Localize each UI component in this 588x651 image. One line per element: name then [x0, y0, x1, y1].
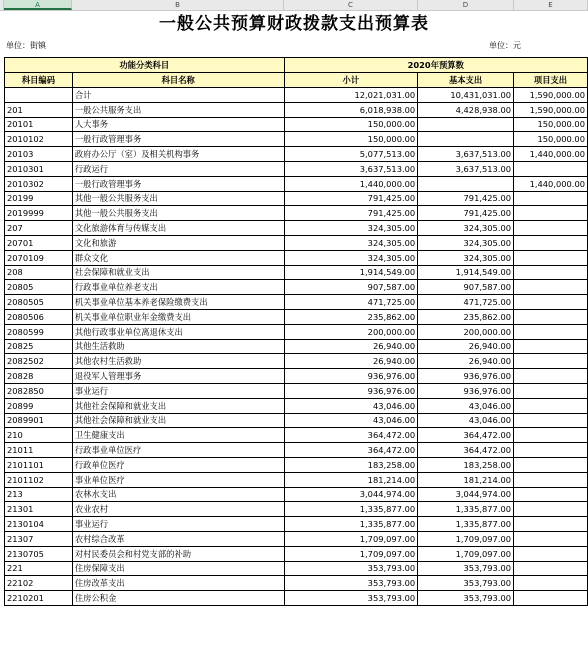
table-row: [5, 206, 588, 221]
table-row: [5, 280, 588, 295]
project-cell[interactable]: [514, 472, 588, 487]
project-cell[interactable]: 150,000.00: [514, 132, 588, 147]
code-cell[interactable]: 2210201: [5, 591, 73, 606]
name-cell[interactable]: 事业运行: [72, 517, 284, 532]
header-row-columns: [5, 73, 588, 88]
subtotal-cell[interactable]: 1,709,097.00: [284, 546, 418, 561]
basic-cell[interactable]: 235,862.00: [418, 309, 514, 324]
code-cell[interactable]: 2010302: [5, 176, 73, 191]
table-row: [5, 250, 588, 265]
name-cell[interactable]: 一般行政管理事务: [72, 176, 284, 191]
project-cell[interactable]: [514, 561, 588, 576]
name-cell[interactable]: 住房公积金: [72, 591, 284, 606]
table-row: [5, 161, 588, 176]
column-header-b[interactable]: B: [72, 0, 284, 10]
code-cell[interactable]: 20101: [5, 117, 73, 132]
table-row: [5, 443, 588, 458]
basic-cell[interactable]: 1,335,877.00: [418, 517, 514, 532]
name-cell[interactable]: 退役军人管理事务: [72, 369, 284, 384]
name-cell[interactable]: 卫生健康支出: [72, 428, 284, 443]
basic-cell[interactable]: 364,472.00: [418, 428, 514, 443]
project-cell[interactable]: 150,000.00: [514, 117, 588, 132]
basic-cell[interactable]: 43,046.00: [418, 413, 514, 428]
name-cell[interactable]: 其他一般公共服务支出: [72, 206, 284, 221]
project-cell[interactable]: [514, 398, 588, 413]
column-header-c[interactable]: C: [284, 0, 418, 10]
subtotal-cell[interactable]: 12,021,031.00: [284, 88, 418, 103]
project-cell[interactable]: [514, 502, 588, 517]
name-cell[interactable]: 农业农村: [72, 502, 284, 517]
code-cell[interactable]: 2089901: [5, 413, 73, 428]
name-cell[interactable]: 机关事业单位基本养老保险缴费支出: [72, 295, 284, 310]
basic-cell[interactable]: 4,428,938.00: [418, 102, 514, 117]
name-cell[interactable]: 政府办公厅（室）及相关机构事务: [72, 147, 284, 162]
subtotal-cell[interactable]: 353,793.00: [284, 591, 418, 606]
basic-cell[interactable]: 181,214.00: [418, 472, 514, 487]
basic-cell[interactable]: 324,305.00: [418, 235, 514, 250]
project-cell[interactable]: [514, 487, 588, 502]
name-cell[interactable]: 其他社会保障和就业支出: [72, 398, 284, 413]
table-row: [5, 472, 588, 487]
header-group-function[interactable]: 功能分类科目: [5, 58, 285, 73]
code-cell[interactable]: 20701: [5, 235, 73, 250]
subtotal-cell[interactable]: 936,976.00: [284, 369, 418, 384]
subtotal-cell[interactable]: 1,709,097.00: [284, 531, 418, 546]
basic-cell[interactable]: 183,258.00: [418, 457, 514, 472]
name-cell[interactable]: 人大事务: [72, 117, 284, 132]
subtotal-cell[interactable]: 3,637,513.00: [284, 161, 418, 176]
code-cell[interactable]: 207: [5, 221, 73, 236]
basic-cell[interactable]: 1,709,097.00: [418, 546, 514, 561]
subtotal-cell[interactable]: 353,793.00: [284, 576, 418, 591]
subtotal-cell[interactable]: 324,305.00: [284, 250, 418, 265]
name-cell[interactable]: 农村综合改革: [72, 531, 284, 546]
basic-cell[interactable]: 3,637,513.00: [418, 147, 514, 162]
name-cell[interactable]: 群众文化: [72, 250, 284, 265]
code-cell[interactable]: 2082502: [5, 354, 73, 369]
project-cell[interactable]: [514, 280, 588, 295]
basic-cell[interactable]: [418, 132, 514, 147]
code-cell[interactable]: 2080599: [5, 324, 73, 339]
project-cell[interactable]: [514, 206, 588, 221]
name-cell[interactable]: 行政事业单位医疗: [72, 443, 284, 458]
subtotal-cell[interactable]: 936,976.00: [284, 383, 418, 398]
subtotal-cell[interactable]: 5,077,513.00: [284, 147, 418, 162]
name-cell[interactable]: 事业运行: [72, 383, 284, 398]
table-row: [5, 413, 588, 428]
basic-cell[interactable]: 26,940.00: [418, 339, 514, 354]
basic-cell[interactable]: 10,431,031.00: [418, 88, 514, 103]
basic-cell[interactable]: 3,044,974.00: [418, 487, 514, 502]
project-cell[interactable]: [514, 576, 588, 591]
table-row: [5, 309, 588, 324]
basic-cell[interactable]: 1,335,877.00: [418, 502, 514, 517]
table-row: [5, 324, 588, 339]
basic-cell[interactable]: 26,940.00: [418, 354, 514, 369]
basic-cell[interactable]: 1,709,097.00: [418, 531, 514, 546]
name-cell[interactable]: 住房保障支出: [72, 561, 284, 576]
table-row: [5, 235, 588, 250]
header-basic[interactable]: 基本支出: [418, 73, 514, 88]
table-row: [5, 102, 588, 117]
table-row: [5, 176, 588, 191]
code-cell[interactable]: 2010301: [5, 161, 73, 176]
subtotal-cell[interactable]: 324,305.00: [284, 235, 418, 250]
code-cell[interactable]: 20828: [5, 369, 73, 384]
code-cell[interactable]: 2101101: [5, 457, 73, 472]
project-cell[interactable]: 1,590,000.00: [514, 88, 588, 103]
table-row: [5, 502, 588, 517]
table-row: [5, 369, 588, 384]
code-cell[interactable]: 21301: [5, 502, 73, 517]
column-header-e[interactable]: E: [514, 0, 588, 10]
code-cell[interactable]: 2130104: [5, 517, 73, 532]
table-row: [5, 517, 588, 532]
project-cell[interactable]: [514, 531, 588, 546]
code-cell[interactable]: 20199: [5, 191, 73, 206]
table-row: [5, 221, 588, 236]
project-cell[interactable]: [514, 221, 588, 236]
basic-cell[interactable]: 936,976.00: [418, 383, 514, 398]
project-cell[interactable]: [514, 517, 588, 532]
basic-cell[interactable]: 791,425.00: [418, 206, 514, 221]
project-cell[interactable]: [514, 428, 588, 443]
name-cell[interactable]: 其他生活救助: [72, 339, 284, 354]
table-row: [5, 265, 588, 280]
basic-cell[interactable]: 364,472.00: [418, 443, 514, 458]
table-row: [5, 487, 588, 502]
project-cell[interactable]: [514, 591, 588, 606]
table-row: [5, 398, 588, 413]
table-row: [5, 354, 588, 369]
basic-cell[interactable]: 200,000.00: [418, 324, 514, 339]
basic-cell[interactable]: [418, 117, 514, 132]
name-cell[interactable]: 合计: [72, 88, 284, 103]
sheet-title[interactable]: 一般公共预算财政拨款支出预算表: [159, 14, 429, 34]
name-cell[interactable]: 文化和旅游: [72, 235, 284, 250]
basic-cell[interactable]: 353,793.00: [418, 561, 514, 576]
subtotal-cell[interactable]: 26,940.00: [284, 354, 418, 369]
unit-left-label[interactable]: 单位：街镇: [6, 41, 46, 50]
name-cell[interactable]: 行政运行: [72, 161, 284, 176]
basic-cell[interactable]: 324,305.00: [418, 221, 514, 236]
code-cell[interactable]: 20899: [5, 398, 73, 413]
table-row: [5, 132, 588, 147]
code-cell[interactable]: 21307: [5, 531, 73, 546]
code-cell[interactable]: 2082850: [5, 383, 73, 398]
name-cell[interactable]: 对村民委员会和村党支部的补助: [72, 546, 284, 561]
code-cell[interactable]: 2070109: [5, 250, 73, 265]
basic-cell[interactable]: [418, 176, 514, 191]
table-row: [5, 457, 588, 472]
basic-cell[interactable]: 791,425.00: [418, 191, 514, 206]
project-cell[interactable]: [514, 191, 588, 206]
subtotal-cell[interactable]: 200,000.00: [284, 324, 418, 339]
column-header-bar: [0, 0, 588, 11]
basic-cell[interactable]: 3,637,513.00: [418, 161, 514, 176]
table-row: [5, 576, 588, 591]
subtotal-cell[interactable]: 235,862.00: [284, 309, 418, 324]
name-cell[interactable]: 其他行政事业单位离退休支出: [72, 324, 284, 339]
name-cell[interactable]: 住房改革支出: [72, 576, 284, 591]
table-row: [5, 591, 588, 606]
name-cell[interactable]: 其他社会保障和就业支出: [72, 413, 284, 428]
code-cell[interactable]: 221: [5, 561, 73, 576]
name-cell[interactable]: 行政单位医疗: [72, 457, 284, 472]
project-cell[interactable]: [514, 324, 588, 339]
project-cell[interactable]: [514, 369, 588, 384]
subtotal-cell[interactable]: 791,425.00: [284, 206, 418, 221]
subtotal-cell[interactable]: 26,940.00: [284, 339, 418, 354]
code-cell[interactable]: 201: [5, 102, 73, 117]
code-cell[interactable]: 208: [5, 265, 73, 280]
table-row: [5, 428, 588, 443]
project-cell[interactable]: [514, 235, 588, 250]
code-cell[interactable]: 2080505: [5, 295, 73, 310]
subtotal-cell[interactable]: 791,425.00: [284, 191, 418, 206]
subtotal-cell[interactable]: 3,044,974.00: [284, 487, 418, 502]
basic-cell[interactable]: 43,046.00: [418, 398, 514, 413]
table-row: [5, 88, 588, 103]
subtotal-cell[interactable]: 150,000.00: [284, 132, 418, 147]
table-row: [5, 531, 588, 546]
column-header-d[interactable]: D: [418, 0, 514, 10]
subtotal-cell[interactable]: 150,000.00: [284, 117, 418, 132]
table-row: [5, 339, 588, 354]
project-cell[interactable]: [514, 546, 588, 561]
budget-table: [4, 57, 588, 606]
code-cell[interactable]: 20805: [5, 280, 73, 295]
basic-cell[interactable]: 1,914,549.00: [418, 265, 514, 280]
name-cell[interactable]: 行政事业单位养老支出: [72, 280, 284, 295]
subtotal-cell[interactable]: 364,472.00: [284, 428, 418, 443]
project-cell[interactable]: [514, 250, 588, 265]
subtotal-cell[interactable]: 1,335,877.00: [284, 502, 418, 517]
project-cell[interactable]: [514, 265, 588, 280]
unit-right-label[interactable]: 单位：元: [489, 41, 521, 50]
basic-cell[interactable]: 324,305.00: [418, 250, 514, 265]
project-cell[interactable]: [514, 295, 588, 310]
code-cell[interactable]: 21011: [5, 443, 73, 458]
name-cell[interactable]: 其他农村生活救助: [72, 354, 284, 369]
code-cell[interactable]: 210: [5, 428, 73, 443]
name-cell[interactable]: 社会保障和就业支出: [72, 265, 284, 280]
code-cell[interactable]: 2101102: [5, 472, 73, 487]
table-row: [5, 117, 588, 132]
name-cell[interactable]: 一般行政管理事务: [72, 132, 284, 147]
subtotal-cell[interactable]: 1,335,877.00: [284, 517, 418, 532]
subtotal-cell[interactable]: 353,793.00: [284, 561, 418, 576]
project-cell[interactable]: [514, 413, 588, 428]
code-cell[interactable]: 22102: [5, 576, 73, 591]
code-cell[interactable]: 213: [5, 487, 73, 502]
name-cell[interactable]: 一般公共服务支出: [72, 102, 284, 117]
code-cell[interactable]: 20103: [5, 147, 73, 162]
header-row-group: [5, 58, 588, 73]
project-cell[interactable]: 1,440,000.00: [514, 176, 588, 191]
project-cell[interactable]: 1,590,000.00: [514, 102, 588, 117]
project-cell[interactable]: [514, 339, 588, 354]
code-cell[interactable]: 2019999: [5, 206, 73, 221]
subtotal-cell[interactable]: 181,214.00: [284, 472, 418, 487]
table-row: [5, 546, 588, 561]
subtotal-cell[interactable]: 364,472.00: [284, 443, 418, 458]
subtotal-cell[interactable]: 183,258.00: [284, 457, 418, 472]
code-cell[interactable]: 20825: [5, 339, 73, 354]
code-cell[interactable]: 2080506: [5, 309, 73, 324]
header-name[interactable]: 科目名称: [72, 73, 284, 88]
project-cell[interactable]: [514, 457, 588, 472]
column-header-a[interactable]: A: [4, 0, 72, 10]
code-cell[interactable]: 2010102: [5, 132, 73, 147]
project-cell[interactable]: [514, 354, 588, 369]
basic-cell[interactable]: 471,725.00: [418, 295, 514, 310]
subtotal-cell[interactable]: 1,914,549.00: [284, 265, 418, 280]
project-cell[interactable]: [514, 383, 588, 398]
table-row: [5, 561, 588, 576]
subtotal-cell[interactable]: 43,046.00: [284, 398, 418, 413]
name-cell[interactable]: 其他一般公共服务支出: [72, 191, 284, 206]
subtotal-cell[interactable]: 6,018,938.00: [284, 102, 418, 117]
code-cell[interactable]: [5, 88, 73, 103]
table-row: [5, 191, 588, 206]
basic-cell[interactable]: 907,587.00: [418, 280, 514, 295]
name-cell[interactable]: 事业单位医疗: [72, 472, 284, 487]
table-row: [5, 295, 588, 310]
name-cell[interactable]: 文化旅游体育与传媒支出: [72, 221, 284, 236]
project-cell[interactable]: 1,440,000.00: [514, 147, 588, 162]
name-cell[interactable]: 农林水支出: [72, 487, 284, 502]
basic-cell[interactable]: 353,793.00: [418, 591, 514, 606]
subtotal-cell[interactable]: 471,725.00: [284, 295, 418, 310]
basic-cell[interactable]: 353,793.00: [418, 576, 514, 591]
header-project[interactable]: 项目支出: [514, 73, 588, 88]
name-cell[interactable]: 机关事业单位职业年金缴费支出: [72, 309, 284, 324]
subtotal-cell[interactable]: 1,440,000.00: [284, 176, 418, 191]
subtotal-cell[interactable]: 907,587.00: [284, 280, 418, 295]
basic-cell[interactable]: 936,976.00: [418, 369, 514, 384]
subtotal-cell[interactable]: 324,305.00: [284, 221, 418, 236]
subtotal-cell[interactable]: 43,046.00: [284, 413, 418, 428]
header-group-budget[interactable]: 2020年预算数: [284, 58, 587, 73]
project-cell[interactable]: [514, 443, 588, 458]
project-cell[interactable]: [514, 309, 588, 324]
table-row: [5, 383, 588, 398]
header-subtotal[interactable]: 小计: [284, 73, 418, 88]
project-cell[interactable]: [514, 161, 588, 176]
code-cell[interactable]: 2130705: [5, 546, 73, 561]
header-code[interactable]: 科目编码: [5, 73, 73, 88]
table-row: [5, 147, 588, 162]
